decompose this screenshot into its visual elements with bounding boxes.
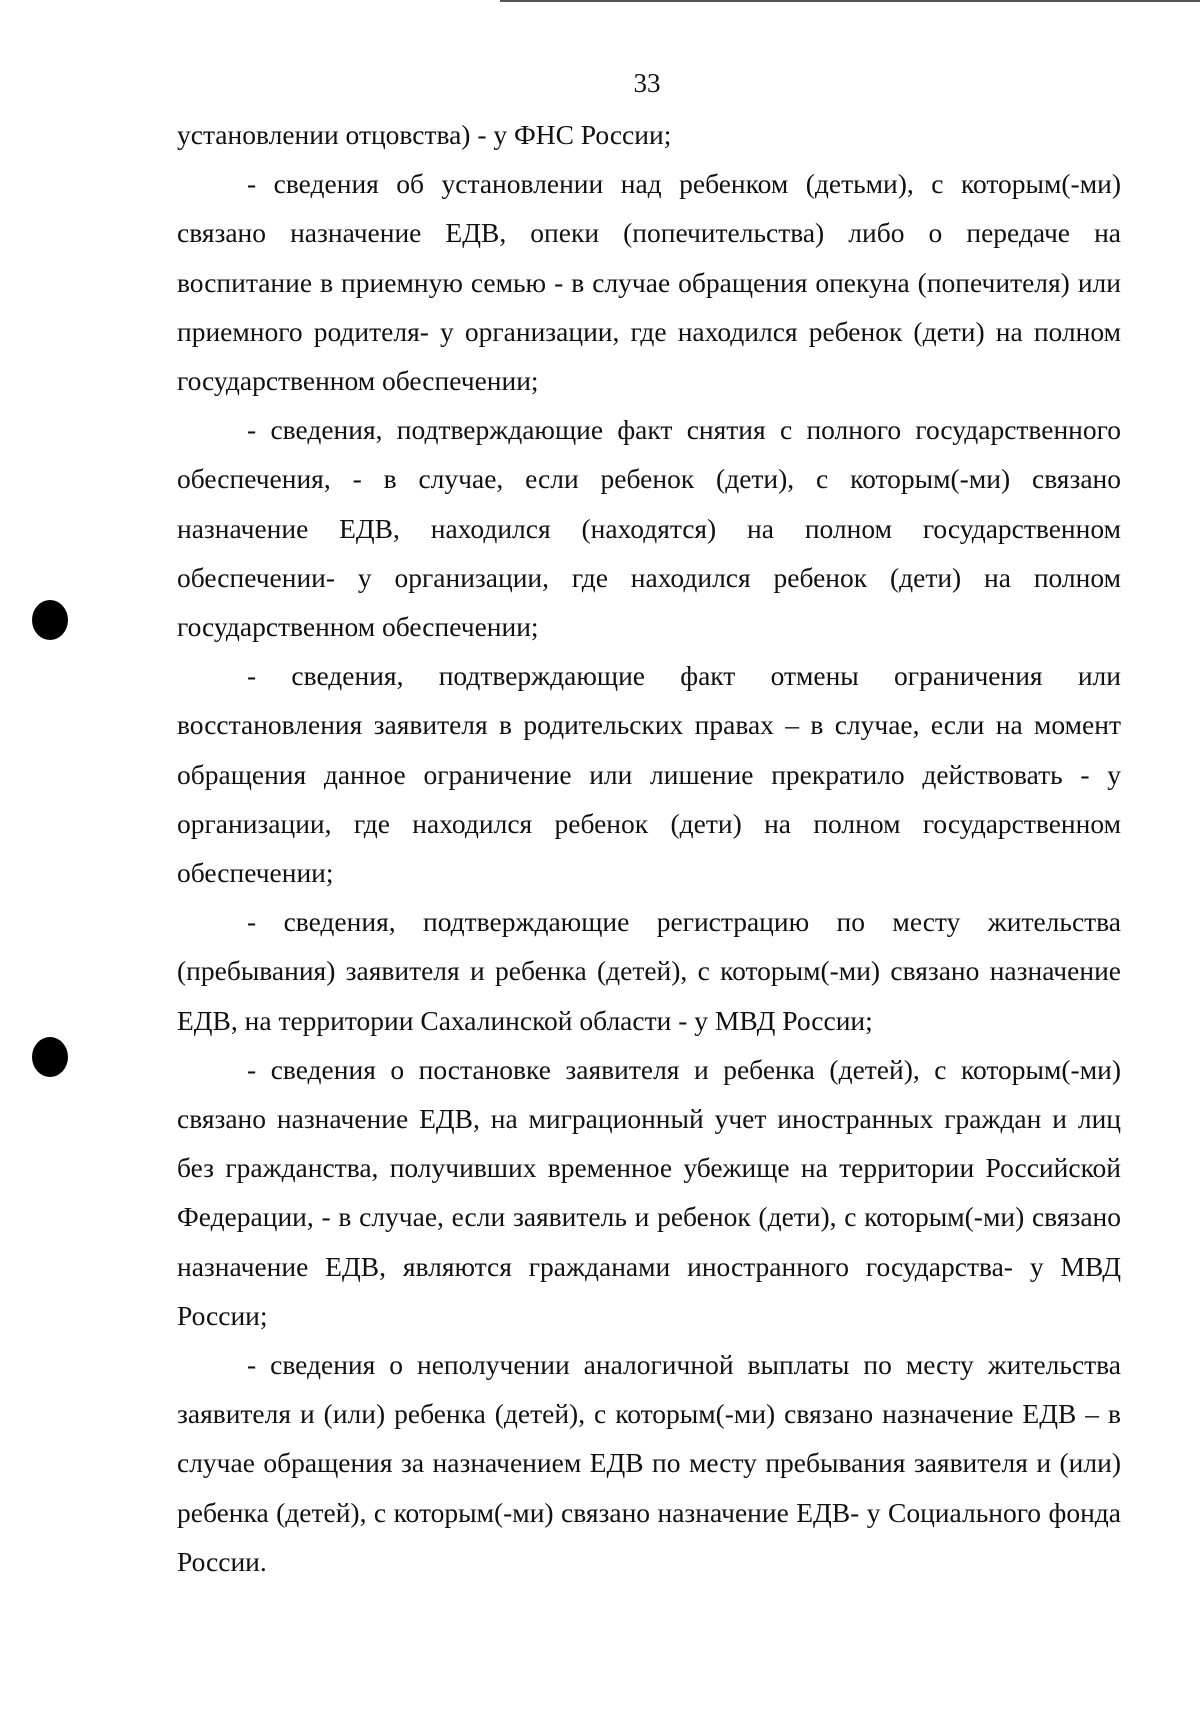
punch-hole-lower <box>32 1037 68 1077</box>
paragraph-non-receipt-info: - сведения о неполучении аналогичной выплаты по месту жительства заявителя и (или) ребенка (детей), с которым(-ми) связано назначение ЕДВ – в случае обращения за назначением ЕДВ по месту пребывания заявителя и (или) ребенка (детей), с которым(-ми) связано назначение ЕДВ- у Социального фонда России. <box>177 1349 1121 1577</box>
punch-hole-upper <box>32 600 68 640</box>
paragraph-registration-info: - сведения, подтверждающие регистрацию по месту жительства (пребывания) заявителя и ребенка (детей), с которым(-ми) связано назначение ЕДВ, на территории Сахалинской области - у МВД России; <box>177 906 1121 1036</box>
top-edge-rule <box>500 0 1200 2</box>
page-number: 33 <box>633 68 661 98</box>
paragraph-parental-rights-restoration: - сведения, подтверждающие факт отмены ограничения или восстановления заявителя в родительских правах – в случае, если на момент обращения данное ограничение или лишение прекратило действовать - у организации, где находился ребенок (дети) на полном государственном обеспечении; <box>177 660 1121 889</box>
paragraph-continuation: установлении отцовства) - у ФНС России; <box>177 119 672 150</box>
paragraph-guardianship-info: - сведения об установлении над ребенком (детьми), с которым(-ми) связано назначение ЕДВ, опеки (попечительства) либо о передаче на воспитание в приемную семью - в случае обращения опекуна (попечителя) или приемного родителя- у организации, где находился ребенок (дети) на полном государственном обеспечении; <box>177 168 1121 397</box>
document-body <box>177 110 1121 1586</box>
paragraph-state-support-removal: - сведения, подтверждающие факт снятия с полного государственного обеспечения, - в случае, если ребенок (дети), с которым(-ми) связано назначение ЕДВ, находился (находятся) на полном государственном обеспечении- у организации, где находился ребенок (дети) на полном государственном обеспечении; <box>177 414 1121 643</box>
paragraph-migration-registration: - сведения о постановке заявителя и ребенка (детей), с которым(-ми) связано назначение ЕДВ, на миграционный учет иностранных граждан и лиц без гражданства, получивших временное убежище на территории Российской Федерации, - в случае, если заявитель и ребенок (дети), с которым(-ми) связано назначение ЕДВ, являются гражданами иностранного государства- у МВД России; <box>177 1053 1121 1331</box>
